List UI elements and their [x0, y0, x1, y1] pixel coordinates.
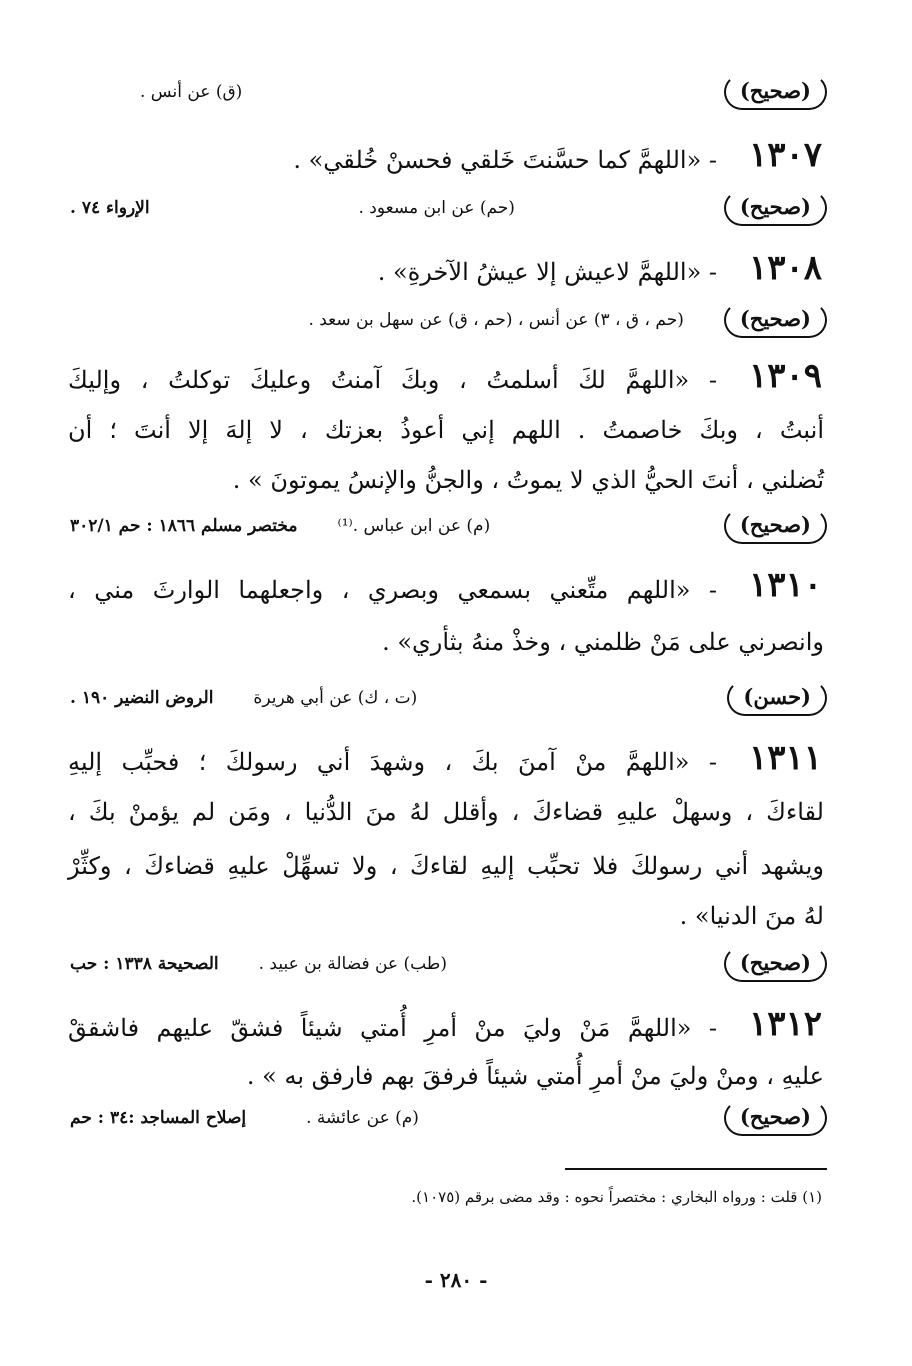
source-row-1307 [70, 188, 827, 228]
source-row-1309 [70, 506, 827, 546]
source-row-1312 [70, 1098, 827, 1138]
hadith-text-line: - «اللهمَّ لكَ أسلمتُ ، وبكَ آمنتُ وعليكَ توكلتُ ، وإليكَ [68, 366, 717, 394]
hadith-text-line: لقاءكَ ، وسهلْ عليهِ قضاءكَ ، وأقلل لهُ منَ الدُّنيا ، ومَن لم يؤمنْ بكَ ، [68, 798, 824, 826]
hadith-number: ١٣١٢ [748, 1004, 822, 1044]
source-row-1308 [70, 300, 827, 340]
source-row-1311 [70, 944, 827, 984]
hadith-number: ١٣١٠ [748, 565, 822, 605]
hadith-text-line: عليهِ ، ومنْ وليَ منْ أمرِ أُمتي شيئاً فرفقَ بهم فارفق به » . [246, 1062, 824, 1090]
hadith-text-line: تُضلني ، أنتَ الحيُّ الذي لا يموتُ ، والجنُّ والإنسُ يموتونَ » . [232, 466, 824, 494]
hadith-number: ١٣١١ [748, 738, 822, 778]
source-reference: (ت ، ك) عن أبي هريرة [253, 688, 418, 708]
source-reference: (حم) عن ابن مسعود . [358, 198, 515, 218]
footnote-divider [565, 1168, 827, 1170]
grade-badge: (صحيح) [724, 74, 827, 110]
source-reference: (م) عن عائشة . [306, 1108, 419, 1128]
source-row-1310 [70, 678, 827, 718]
grade-badge: (صحيح) [724, 508, 827, 544]
footnote: (١) قلت : ورواه البخاري : مختصراً نحوه : وقد مضى برقم (١٠٧٥). [411, 1188, 822, 1206]
source-reference: (حم ، ق ، ٣) عن أنس ، (حم ، ق) عن سهل بن سعد . [308, 310, 684, 330]
book-reference: إصلاح المساجد :٣٤ : حم [70, 1108, 247, 1128]
grade-badge: (حسن) [727, 680, 827, 716]
grade-badge: (صحيح) [724, 302, 827, 338]
hadith-text-line: أنبتُ ، وبكَ خاصمتُ . اللهم إني أعوذُ بعزتك ، لا إلهَ إلا أنتَ ؛ أن [68, 416, 824, 444]
hadith-text-line: - «اللهمَّ لاعيش إلا عيشُ الآخرةِ» . [377, 258, 717, 286]
hadith-text-line: - «اللهمَّ كما حسَّنتَ خَلقي فحسنْ خُلقي» . [293, 146, 717, 174]
hadith-text-line: - «اللهمَّ مَنْ وليَ منْ أمرِ أُمتي شيئاً فشقّ عليهم فاشققْ [68, 1014, 717, 1042]
hadith-text-line: ويشهد أني رسولكَ فلا تحبِّب إليهِ لقاءكَ ، ولا تسهِّلْ عليهِ قضاءكَ ، وكثِّرْ [68, 852, 824, 880]
hadith-number: ١٣٠٧ [748, 135, 822, 175]
book-reference: الصحيحة ١٣٣٨ : حب [70, 954, 219, 974]
page-number: - ٢٨٠ - [424, 1268, 488, 1292]
grade-badge: (صحيح) [724, 946, 827, 982]
hadith-text-line: - «اللهم متِّعني بسمعي وبصري ، واجعلهما الوارثَ مني ، [68, 576, 717, 604]
grade-badge: (صحيح) [724, 190, 827, 226]
hadith-number: ١٣٠٨ [748, 248, 822, 288]
book-reference: الروض النضير ١٩٠ . [70, 688, 214, 708]
source-reference: (طب) عن فضالة بن عبيد . [258, 954, 447, 974]
hadith-text-line: - «اللهمَّ منْ آمنَ بكَ ، وشهدَ أني رسولكَ ؛ فحبِّب إليهِ [68, 748, 717, 776]
book-reference: مختصر مسلم ١٨٦٦ : حم ٣٠٢/١ [70, 516, 298, 536]
hadith-number: ١٣٠٩ [748, 356, 822, 396]
source-reference: (م) عن ابن عباس .⁽¹⁾ [337, 516, 491, 536]
source-row-top [70, 72, 827, 112]
hadith-text-line: لهُ منَ الدنيا» . [679, 902, 824, 930]
book-reference: الإرواء ٧٤ . [69, 198, 150, 218]
source-reference: (ق) عن أنس . [140, 82, 243, 102]
grade-badge: (صحيح) [724, 1100, 827, 1136]
hadith-text-line: وانصرني على مَنْ ظلمني ، وخذْ منهُ بثأري» . [382, 628, 824, 656]
